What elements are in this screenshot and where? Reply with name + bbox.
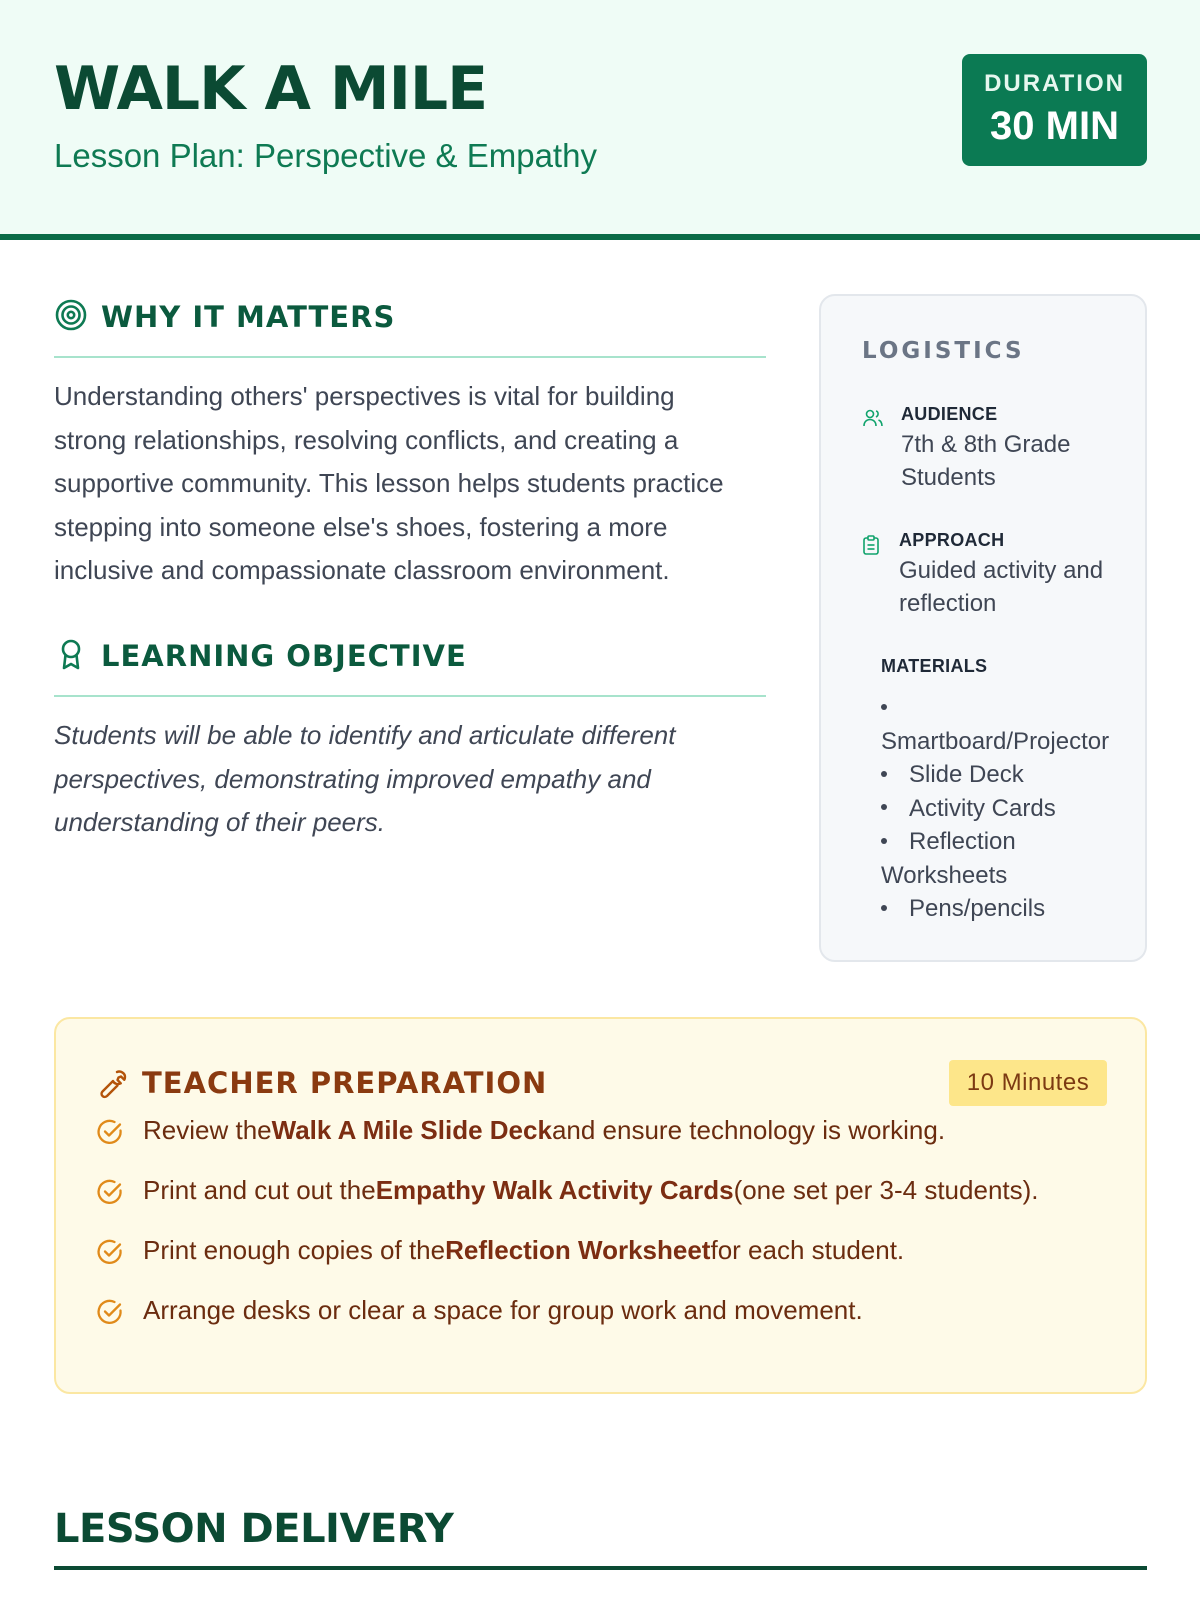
text-line: 7th & 8th Grade bbox=[901, 431, 1071, 458]
list-item: Reflection Worksheets bbox=[881, 828, 1016, 889]
text-line: inclusive and compassionate classroom environment. bbox=[54, 555, 670, 585]
check-circle-icon bbox=[96, 1118, 124, 1146]
bullet-icon bbox=[881, 704, 887, 710]
materials-label: MATERIALS bbox=[881, 656, 988, 676]
text-line: supportive community. This lesson helps students practice bbox=[54, 468, 724, 498]
bullet-icon bbox=[881, 804, 887, 810]
section-label: TEACHER PREPARATION bbox=[142, 1066, 548, 1100]
list-item: Slide Deck bbox=[881, 758, 1131, 792]
prep-list-item: Print enough copies of theReflection Worksheetfor each student. bbox=[96, 1233, 1106, 1273]
clipboard-icon bbox=[860, 534, 882, 556]
check-circle-icon bbox=[96, 1298, 124, 1326]
audience-value bbox=[901, 428, 1070, 494]
time-badge: 10 Minutes bbox=[949, 1060, 1107, 1106]
award-icon bbox=[54, 637, 88, 671]
audience-label: AUDIENCE bbox=[901, 404, 998, 424]
text-line: understanding of their peers. bbox=[54, 807, 385, 837]
text-line: Students will be able to identify and articulate different bbox=[54, 720, 676, 750]
duration-badge bbox=[962, 54, 1147, 166]
why-it-matters-heading bbox=[54, 298, 766, 358]
lesson-delivery-heading bbox=[54, 1500, 1147, 1570]
approach-value bbox=[899, 554, 1103, 620]
bullet-icon bbox=[881, 838, 887, 844]
why-it-matters-text bbox=[54, 375, 766, 593]
section-label: WHY IT MATTERS bbox=[101, 300, 396, 334]
page-header bbox=[0, 0, 1200, 240]
bullet-icon bbox=[881, 905, 887, 911]
learning-objective-text bbox=[54, 714, 766, 845]
teacher-preparation-card bbox=[54, 1017, 1147, 1394]
text-line: perspectives, demonstrating improved empathy and bbox=[54, 763, 651, 794]
bullet-icon bbox=[881, 771, 887, 777]
materials-list bbox=[881, 691, 1131, 926]
text-line: stepping into someone else's shoes, fostering a more bbox=[54, 511, 668, 542]
target-icon bbox=[54, 298, 88, 332]
prep-list-item: Arrange desks or clear a space for group work and movement. bbox=[96, 1293, 1106, 1333]
duration-value: 30 MIN bbox=[990, 104, 1119, 148]
check-circle-icon bbox=[96, 1238, 124, 1266]
logistics-title: LOGISTICS bbox=[862, 338, 1025, 364]
prep-list-item: Review theWalk A Mile Slide Deckand ensure technology is working. bbox=[96, 1113, 1106, 1153]
section-label: LEARNING OBJECTIVE bbox=[101, 639, 467, 673]
section-label: LESSON DELIVERY bbox=[54, 1506, 454, 1552]
logistics-card bbox=[819, 294, 1147, 962]
approach-label: APPROACH bbox=[899, 530, 1005, 550]
text-line: reflection bbox=[899, 590, 997, 617]
check-circle-icon bbox=[96, 1178, 124, 1206]
page-subtitle: Lesson Plan: Perspective & Empathy bbox=[54, 137, 597, 174]
list-item: Pens/pencils bbox=[881, 892, 1131, 926]
list-item: Smartboard/Projector bbox=[881, 691, 1131, 758]
text-line: Guided activity and bbox=[899, 557, 1104, 584]
duration-label: DURATION bbox=[984, 70, 1125, 97]
text-line: Understanding others' perspectives is vital for building bbox=[54, 381, 675, 411]
page-title: WALK A MILE bbox=[54, 54, 488, 124]
list-item: Activity Cards bbox=[881, 792, 1131, 826]
text-line: strong relationships, resolving conflicts, and creating a bbox=[54, 424, 679, 455]
text-line: Students bbox=[901, 464, 996, 491]
prep-list-item: Print and cut out theEmpathy Walk Activity Cards(one set per 3-4 students). bbox=[96, 1173, 1106, 1213]
learning-objective-heading bbox=[54, 637, 766, 697]
wrench-icon bbox=[96, 1067, 130, 1101]
users-icon bbox=[862, 407, 884, 429]
